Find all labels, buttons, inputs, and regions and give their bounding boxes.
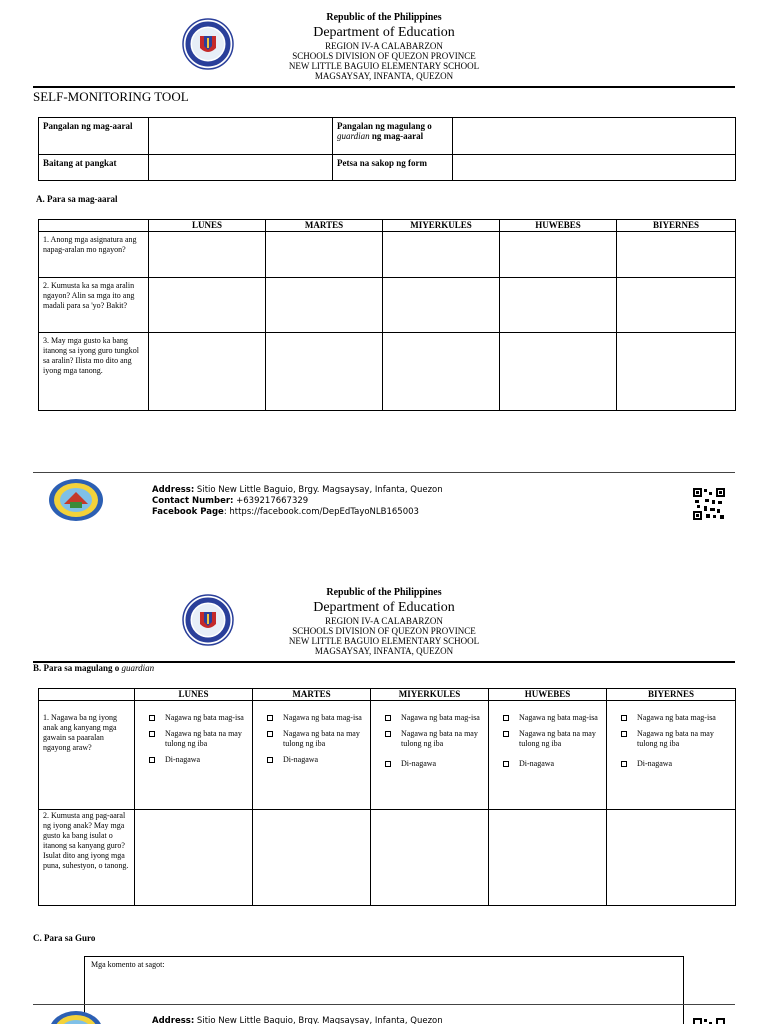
- form-date-field[interactable]: [453, 155, 736, 181]
- checkbox-icon[interactable]: [149, 757, 155, 763]
- options-cell-mon: [135, 701, 253, 810]
- checkbox-icon[interactable]: [385, 761, 391, 767]
- answer-cell[interactable]: [500, 333, 617, 411]
- guardian-question-1: 1. Nagawa ba ng iyong anak ang kanyang mga gawain sa paaralan ngayong araw?: [39, 701, 135, 810]
- day-header-fri: BIYERNES: [617, 220, 736, 232]
- grade-section-field[interactable]: [149, 155, 333, 181]
- answer-cell[interactable]: [371, 810, 489, 906]
- region-line: REGION IV-A CALABARZON: [325, 616, 443, 626]
- answer-cell[interactable]: [617, 333, 736, 411]
- republic-label: Republic of the Philippines: [326, 587, 442, 598]
- school-line: NEW LITTLE BAGUIO ELEMENTARY SCHOOL: [288, 636, 480, 646]
- answer-cell[interactable]: [135, 810, 253, 906]
- day-header-thu: HUWEBES: [500, 220, 617, 232]
- options-cell-tue: [253, 701, 371, 810]
- checkbox-icon[interactable]: [385, 715, 391, 721]
- student-monitoring-table: [38, 219, 736, 411]
- answer-cell[interactable]: [617, 278, 736, 333]
- options-cell-thu: [489, 701, 607, 810]
- answer-cell[interactable]: [149, 232, 266, 278]
- option-done-with-help[interactable]: Nagawa ng bata na may tulong ng iba: [149, 729, 248, 749]
- school-logo-icon: [48, 478, 104, 522]
- school-line: NEW LITTLE BAGUIO ELEMENTARY SCHOOL: [288, 61, 480, 71]
- answer-cell[interactable]: [617, 232, 736, 278]
- footer-rule: [33, 472, 735, 473]
- qr-code-icon: [692, 1017, 726, 1024]
- question-2: 2. Kumusta ka sa mga aralin ngayon? Alin sa mga ito ang madali para sa 'yo? Bakit?: [39, 278, 149, 333]
- answer-cell[interactable]: [266, 232, 383, 278]
- footer-rule: [33, 1004, 735, 1005]
- header-rule: [33, 86, 735, 88]
- option-done-with-help[interactable]: Nagawa ng bata na may tulong ng iba: [503, 729, 602, 749]
- answer-cell[interactable]: [500, 278, 617, 333]
- comments-label: Mga komento at sagot:: [91, 960, 165, 969]
- answer-cell[interactable]: [383, 232, 500, 278]
- option-done-alone[interactable]: Nagawa ng bata mag-isa: [621, 713, 731, 723]
- address-line: MAGSAYSAY, INFANTA, QUEZON: [314, 646, 454, 656]
- checkbox-icon[interactable]: [267, 715, 273, 721]
- answer-cell[interactable]: [607, 810, 736, 906]
- answer-cell[interactable]: [383, 278, 500, 333]
- answer-cell[interactable]: [489, 810, 607, 906]
- checkbox-icon[interactable]: [503, 761, 509, 767]
- qr-code-icon: [692, 487, 726, 521]
- department-label: Department of Education: [313, 25, 455, 40]
- answer-cell[interactable]: [149, 333, 266, 411]
- footer-contact: Address: Sitio New Little Baguio, Brgy. Magsaysay, Infanta, Quezon: [152, 1016, 443, 1024]
- option-done-with-help[interactable]: Nagawa ng bata na may tulong ng iba: [385, 729, 484, 749]
- checkbox-icon[interactable]: [621, 731, 627, 737]
- day-header-wed: MIYERKULES: [371, 689, 489, 701]
- answer-cell[interactable]: [266, 278, 383, 333]
- options-cell-fri: [607, 701, 736, 810]
- page2-header: [0, 587, 768, 656]
- option-done-with-help[interactable]: Nagawa ng bata na may tulong ng iba: [621, 729, 731, 749]
- day-header-tue: MARTES: [266, 220, 383, 232]
- document-title: SELF-MONITORING TOOL: [33, 89, 189, 104]
- teacher-comments-box[interactable]: [84, 956, 684, 1024]
- division-line: SCHOOLS DIVISION OF QUEZON PROVINCE: [292, 626, 476, 636]
- checkbox-icon[interactable]: [149, 715, 155, 721]
- guardian-question-2: 2. Kumusta ang pag-aaral ng iyong anak? May mga gusto ka bang isulat o itanong sa kanyang guro? Isulat dito ang iyong mga puna, suhestyon, o tanong.: [39, 810, 135, 906]
- day-header-mon: LUNES: [135, 689, 253, 701]
- section-c-title: C. Para sa Guro: [33, 933, 96, 943]
- answer-cell[interactable]: [383, 333, 500, 411]
- question-3: 3. May mga gusto ka bang itanong sa iyong guro tungkol sa aralin? Ilista mo dito ang iyong mga tanong.: [39, 333, 149, 411]
- checkbox-icon[interactable]: [267, 757, 273, 763]
- option-not-done[interactable]: Di-nagawa: [385, 759, 484, 769]
- checkbox-icon[interactable]: [385, 731, 391, 737]
- options-cell-wed: [371, 701, 489, 810]
- answer-cell[interactable]: [500, 232, 617, 278]
- option-not-done[interactable]: Di-nagawa: [149, 755, 248, 765]
- region-line: REGION IV-A CALABARZON: [325, 41, 443, 51]
- student-info-table: [38, 117, 736, 181]
- option-done-with-help[interactable]: Nagawa ng bata na may tulong ng iba: [267, 729, 366, 749]
- guardian-name-field[interactable]: [453, 118, 736, 155]
- section-a-title: A. Para sa mag-aaral: [36, 194, 118, 204]
- division-line: SCHOOLS DIVISION OF QUEZON PROVINCE: [292, 51, 476, 61]
- checkbox-icon[interactable]: [621, 761, 627, 767]
- student-name-field[interactable]: [149, 118, 333, 155]
- day-header-wed: MIYERKULES: [383, 220, 500, 232]
- day-header-fri: BIYERNES: [607, 689, 736, 701]
- option-not-done[interactable]: Di-nagawa: [503, 759, 602, 769]
- day-header-thu: HUWEBES: [489, 689, 607, 701]
- address-line: MAGSAYSAY, INFANTA, QUEZON: [314, 71, 454, 81]
- option-not-done[interactable]: Di-nagawa: [267, 755, 366, 765]
- department-label: Department of Education: [313, 600, 455, 615]
- guardian-name-label: Pangalan ng magulang o guardian ng mag-aaral: [333, 118, 453, 155]
- page1-header: [0, 12, 768, 81]
- section-b-title: B. Para sa magulang o guardian: [33, 663, 155, 673]
- answer-cell[interactable]: [266, 333, 383, 411]
- student-name-label: Pangalan ng mag-aaral: [39, 118, 149, 155]
- corner-cell: [39, 689, 135, 701]
- checkbox-icon[interactable]: [621, 715, 627, 721]
- footer-contact: Address: Sitio New Little Baguio, Brgy. Magsaysay, Infanta, Quezon Contact Number: +639217667329 Facebook Page: https://facebook.com/DepEdTayoNLB165003: [152, 485, 443, 517]
- option-done-alone[interactable]: Nagawa ng bata mag-isa: [149, 713, 248, 723]
- option-done-alone[interactable]: Nagawa ng bata mag-isa: [267, 713, 366, 723]
- form-date-label: Petsa na sakop ng form: [333, 155, 453, 181]
- checkbox-icon[interactable]: [149, 731, 155, 737]
- day-header-tue: MARTES: [253, 689, 371, 701]
- corner-cell: [39, 220, 149, 232]
- day-header-mon: LUNES: [149, 220, 266, 232]
- option-done-alone[interactable]: Nagawa ng bata mag-isa: [385, 713, 484, 723]
- answer-cell[interactable]: [253, 810, 371, 906]
- question-1: 1. Anong mga asignatura ang napag-aralan mo ngayon?: [39, 232, 149, 278]
- answer-cell[interactable]: [149, 278, 266, 333]
- grade-section-label: Baitang at pangkat: [39, 155, 149, 181]
- republic-label: Republic of the Philippines: [326, 12, 442, 23]
- guardian-monitoring-table: [38, 688, 736, 906]
- school-logo-icon: [48, 1010, 104, 1024]
- checkbox-icon[interactable]: [503, 715, 509, 721]
- checkbox-icon[interactable]: [267, 731, 273, 737]
- option-done-alone[interactable]: Nagawa ng bata mag-isa: [503, 713, 602, 723]
- option-not-done[interactable]: Di-nagawa: [621, 759, 731, 769]
- checkbox-icon[interactable]: [503, 731, 509, 737]
